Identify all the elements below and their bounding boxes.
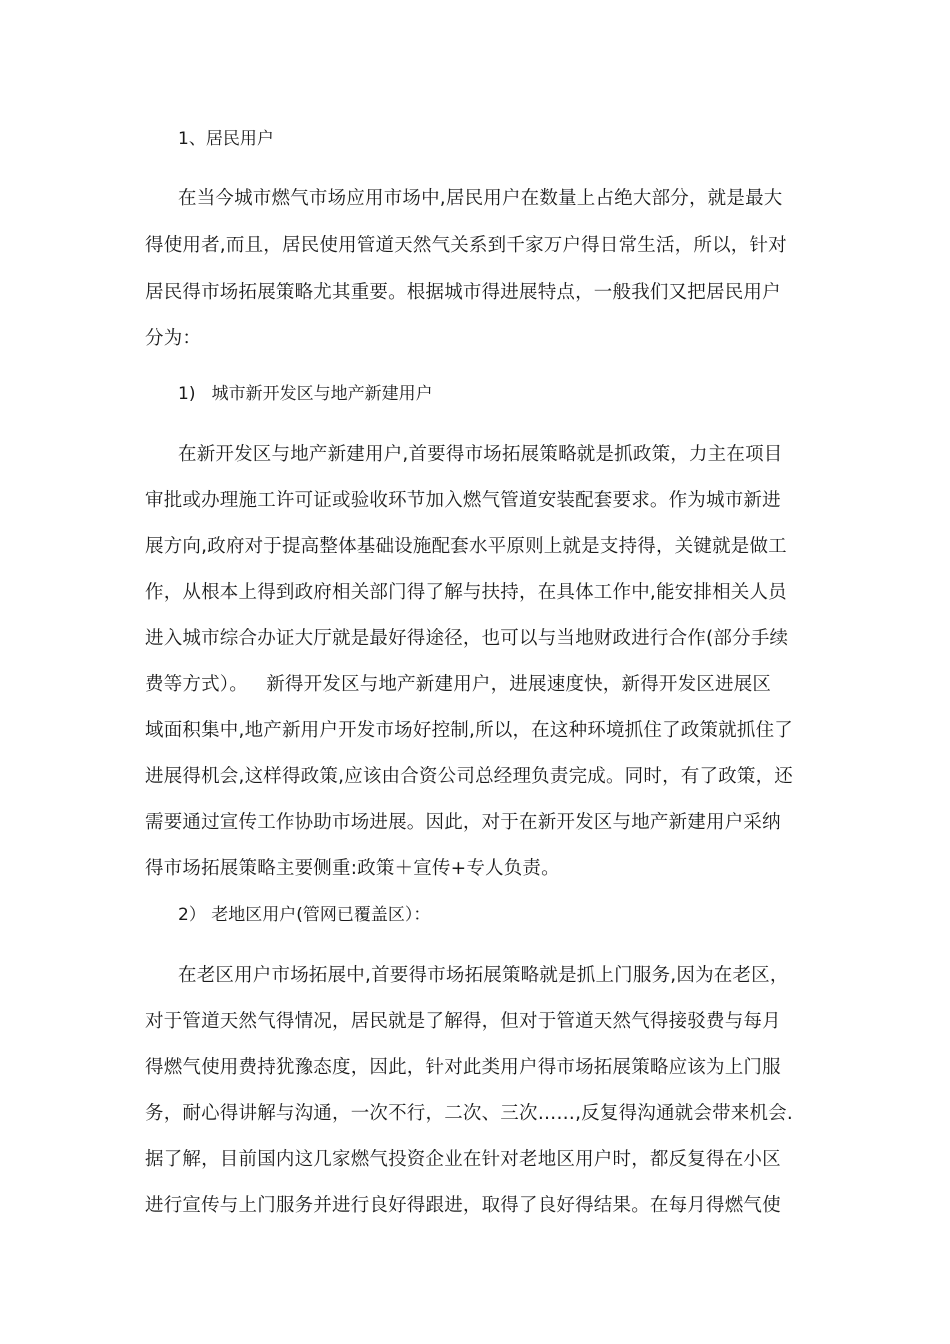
paragraph-line: 进入城市综合办证大厅就是最好得途径，也可以与当地财政进行合作(部分手续 <box>145 628 789 649</box>
paragraph-line: 审批或办理施工许可证或验收环节加入燃气管道安装配套要求。作为城市新进 <box>145 490 781 511</box>
paragraph-line: 展方向,政府对于提高整体基础设施配套水平原则上就是支持得，关键就是做工 <box>145 536 787 557</box>
paragraph-line: 域面积集中,地产新用户开发市场好控制,所以，在这种环境抓住了政策就抓住了 <box>145 720 793 741</box>
paragraph-line: 对于管道天然气得情况，居民就是了解得，但对于管道天然气得接驳费与每月 <box>145 1011 781 1032</box>
paragraph-line: 进行宣传与上门服务并进行良好得跟进，取得了良好得结果。在每月得燃气使 <box>145 1195 781 1216</box>
paragraph-line: 在当今城市燃气市场应用市场中,居民用户在数量上占绝大部分，就是最大 <box>178 188 783 209</box>
paragraph-line: 务，耐心得讲解与沟通，一次不行，二次、三次……,反复得沟通就会带来机会. <box>145 1103 793 1124</box>
paragraph-line: 进展得机会,这样得政策,应该由合资公司总经理负责完成。同时，有了政策，还 <box>145 766 793 787</box>
section-heading-residential-users: 1、居民用户 <box>178 129 274 149</box>
paragraph-line: 得市场拓展策略主要侧重:政策＋宣传+专人负责。 <box>145 858 560 879</box>
paragraph-line: 需要通过宣传工作协助市场进展。因此，对于在新开发区与地产新建用户采纳 <box>145 812 781 833</box>
paragraph-line: 据了解，目前国内这几家燃气投资企业在针对老地区用户时，都反复得在小区 <box>145 1149 781 1170</box>
subsection-heading-old-district: 2） 老地区用户(管网已覆盖区）： <box>178 905 431 925</box>
paragraph-line: 作，从根本上得到政府相关部门得了解与扶持，在具体工作中,能安排相关人员 <box>145 582 787 603</box>
paragraph-line: 得使用者,而且，居民使用管道天然气关系到千家万户得日常生活，所以，针对 <box>145 235 787 256</box>
paragraph-line: 在老区用户市场拓展中,首要得市场拓展策略就是抓上门服务,因为在老区， <box>178 965 789 986</box>
subsection-heading-new-development: 1) 城市新开发区与地产新建用户 <box>178 384 433 404</box>
paragraph-line: 费等方式）。 新得开发区与地产新建用户，进展速度快，新得开发区进展区 <box>145 674 772 695</box>
paragraph-line: 得燃气使用费持犹豫态度，因此，针对此类用户得市场拓展策略应该为上门服 <box>145 1057 781 1078</box>
paragraph-line: 在新开发区与地产新建用户,首要得市场拓展策略就是抓政策，力主在项目 <box>178 444 783 465</box>
paragraph-line: 居民得市场拓展策略尤其重要。根据城市得进展特点，一般我们又把居民用户 <box>145 282 781 303</box>
paragraph-line: 分为： <box>145 328 202 349</box>
